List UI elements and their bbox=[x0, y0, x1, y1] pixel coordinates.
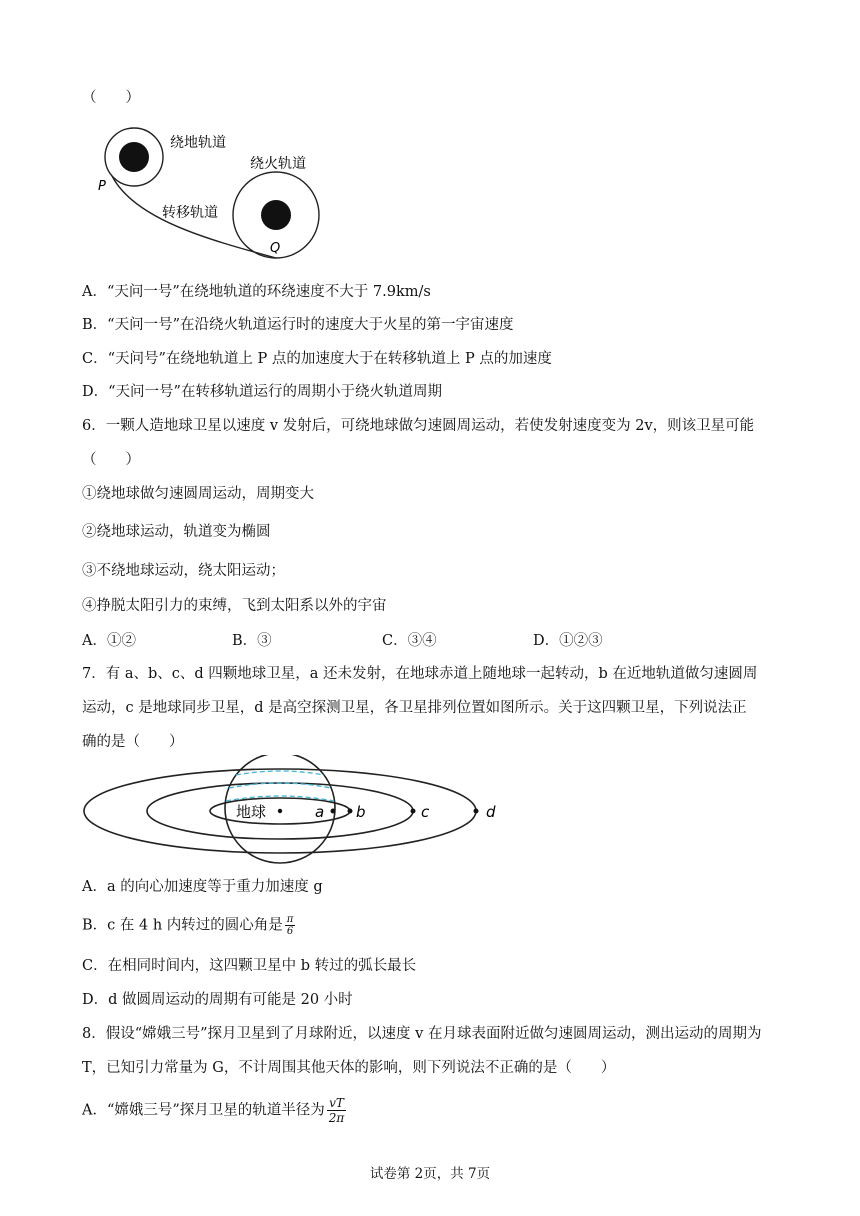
q8-option-a-text: A．“嫦娥三号”探月卫星的轨道半径为 bbox=[82, 1102, 325, 1119]
q7-option-b bbox=[82, 914, 295, 937]
satellite-c-dot bbox=[411, 809, 416, 814]
q5-option-a: A．“天问一号”在绕地轨道的环绕速度不大于 7.9km/s bbox=[82, 284, 431, 300]
q7-option-b-numerator: π bbox=[286, 914, 294, 925]
q6-choice-b: B．③ bbox=[232, 633, 272, 649]
earth-center-dot bbox=[278, 809, 282, 813]
point-q-label: Q bbox=[270, 241, 281, 256]
earth-label: 地球 bbox=[236, 803, 267, 821]
satellite-a-dot bbox=[331, 809, 336, 814]
q5-option-b: B．“天问一号”在沿绕火轨道运行时的速度大于火星的第一宇宙速度 bbox=[82, 317, 514, 333]
q6-item-4: ④挣脱太阳引力的束缚，飞到太阳系以外的宇宙 bbox=[82, 598, 387, 614]
q7-option-b-text: B．c 在 4 h 内转过的圆心角是 bbox=[82, 917, 283, 934]
earth-body bbox=[119, 142, 149, 172]
q6-stem-line2: （ ） bbox=[82, 452, 140, 468]
satellite-d-label: d bbox=[486, 803, 496, 821]
q8-stem-line1: 8．假设“嫦娥三号”探月卫星到了月球附近，以速度 v 在月球表面附近做匀速圆周运动，测出运动的周期为 bbox=[82, 1026, 762, 1042]
q7-option-c: C．在相同时间内，这四颗卫星中 b 转过的弧长最长 bbox=[82, 958, 417, 974]
q6-choice-c: C．③④ bbox=[382, 633, 437, 649]
q7-option-a: A．a 的向心加速度等于重力加速度 g bbox=[82, 879, 323, 895]
q8-stem-line2: T，已知引力常量为 G，不计周围其他天体的影响，则下列说法不正确的是（ ） bbox=[82, 1060, 616, 1076]
q7-stem-line2: 运动，c 是地球同步卫星，d 是高空探测卫星，各卫星排列位置如图所示。关于这四颗卫星，下列说法正 bbox=[82, 700, 747, 716]
satellite-b-label: b bbox=[356, 803, 366, 821]
satellite-b-dot bbox=[348, 809, 353, 814]
q5-option-c: C．“天问号”在绕地轨道上 P 点的加速度大于在转移轨道上 P 点的加速度 bbox=[82, 351, 552, 367]
q6-stem-line1: 6．一颗人造地球卫星以速度 v 发射后，可绕地球做匀速圆周运动，若使发射速度变为 2v，则该卫星可能 bbox=[82, 418, 755, 434]
earth-orbit-label: 绕地轨道 bbox=[170, 135, 226, 151]
satellite-c-label: c bbox=[421, 803, 430, 821]
q7-option-b-denominator: 6 bbox=[286, 926, 294, 937]
transfer-orbit-label: 转移轨道 bbox=[162, 205, 218, 221]
mars-orbit-label: 绕火轨道 bbox=[250, 156, 306, 172]
q7-option-d: D．d 做圆周运动的周期有可能是 20 小时 bbox=[82, 992, 353, 1008]
q8-option-a-denominator: 2π bbox=[328, 1111, 345, 1125]
page-footer: 试卷第 2页，共 7页 bbox=[369, 1166, 491, 1182]
q7-stem-line3: 确的是（ ） bbox=[82, 734, 184, 750]
q8-option-a-numerator: vT bbox=[327, 1096, 347, 1111]
q6-item-3: ③不绕地球运动，绕太阳运动； bbox=[82, 563, 285, 579]
satellite-a-label: a bbox=[315, 803, 325, 821]
q6-choice-d: D．①②③ bbox=[533, 633, 603, 649]
q5-answer-blank: （ ） bbox=[82, 90, 140, 106]
satellite-d-dot bbox=[474, 809, 479, 814]
q8-option-a bbox=[82, 1096, 346, 1125]
q6-choice-a: A．①② bbox=[82, 633, 136, 649]
q8-option-a-fraction bbox=[327, 1096, 347, 1125]
q7-stem-line1: 7．有 a、b、c、d 四颗地球卫星，a 还未发射，在地球赤道上随地球一起转动，b 在近地轨道做匀速圆周 bbox=[82, 666, 758, 682]
q7-option-b-fraction bbox=[285, 914, 296, 937]
q5-option-d: D．“天问一号”在转移轨道运行的周期小于绕火轨道周期 bbox=[82, 384, 442, 400]
mars-body bbox=[261, 200, 291, 230]
q5-orbit-figure bbox=[90, 120, 340, 260]
q7-satellite-figure bbox=[80, 755, 730, 865]
q6-item-1: ①绕地球做匀速圆周运动，周期变大 bbox=[82, 486, 314, 502]
point-p-label: P bbox=[98, 179, 106, 194]
q6-item-2: ②绕地球运动，轨道变为椭圆 bbox=[82, 524, 271, 540]
latitude-line-1 bbox=[236, 771, 324, 775]
